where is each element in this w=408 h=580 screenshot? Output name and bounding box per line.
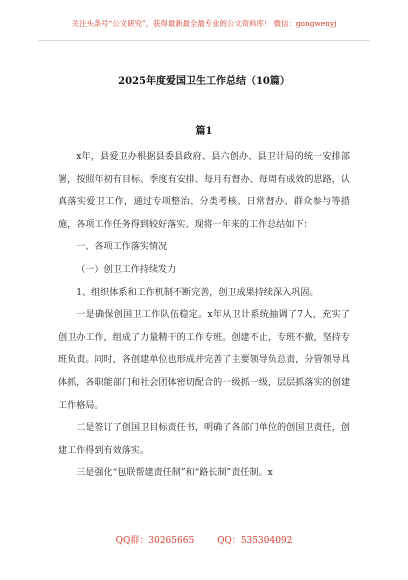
paragraph-point-1: 一是确保创国卫工作队伍稳定。x年从卫计系统抽调了7人，充实了创卫办工作，组成了力量精干的工作专班。创建不止，专班不撤，坚持专班负责。同时，各创建单位也形成并完善了主要领导负总责，分管领导具体抓，各职能部门和社会团体密切配合的一级抓一级，层层抓落实的创建工作格局。	[58, 310, 350, 411]
paragraph-point-3: 三是强化“包联帮建责任制”和“路长制”责任制。x	[76, 468, 273, 479]
page-footer	[0, 533, 408, 546]
paragraph-item-1: 1、组织体系和工作机制不断完善，创卫成果持续深入巩固。	[76, 287, 319, 298]
paragraph-intro: x年，县爱卫办根据县委县政府、县六创办、县卫计局的统一安排部署，按照年初有目标、季度有安排、每月有督办、每周有成效的思路，认真落实爱卫工作，通过专项整治、分类考核、日常督办、群众参与等措施，各项工作任务得到较好落实。现将一年来的工作总结如下：	[58, 152, 350, 230]
header-divider	[38, 40, 370, 41]
document-title: 2025年度爱国卫生工作总结（10篇）	[118, 76, 290, 87]
footer-qq: QQ：535304092	[217, 536, 293, 546]
page-header-banner: 关注头条号“公文研究”，获得最新最全最专业的公文资料库！ 微信：gongwenyj	[71, 19, 337, 28]
document-body	[58, 146, 350, 485]
heading-level2: （一）创卫工作持续发力	[76, 264, 177, 275]
heading-level1: 一、各项工作落实情况	[76, 242, 168, 253]
section-title: 篇1	[195, 126, 213, 137]
paragraph-point-2: 二是签订了创国卫目标责任书，明确了各部门单位的创国卫责任，创建工作得到有效落实。	[58, 423, 350, 456]
footer-qq-group: QQ群：30265665	[115, 536, 195, 546]
